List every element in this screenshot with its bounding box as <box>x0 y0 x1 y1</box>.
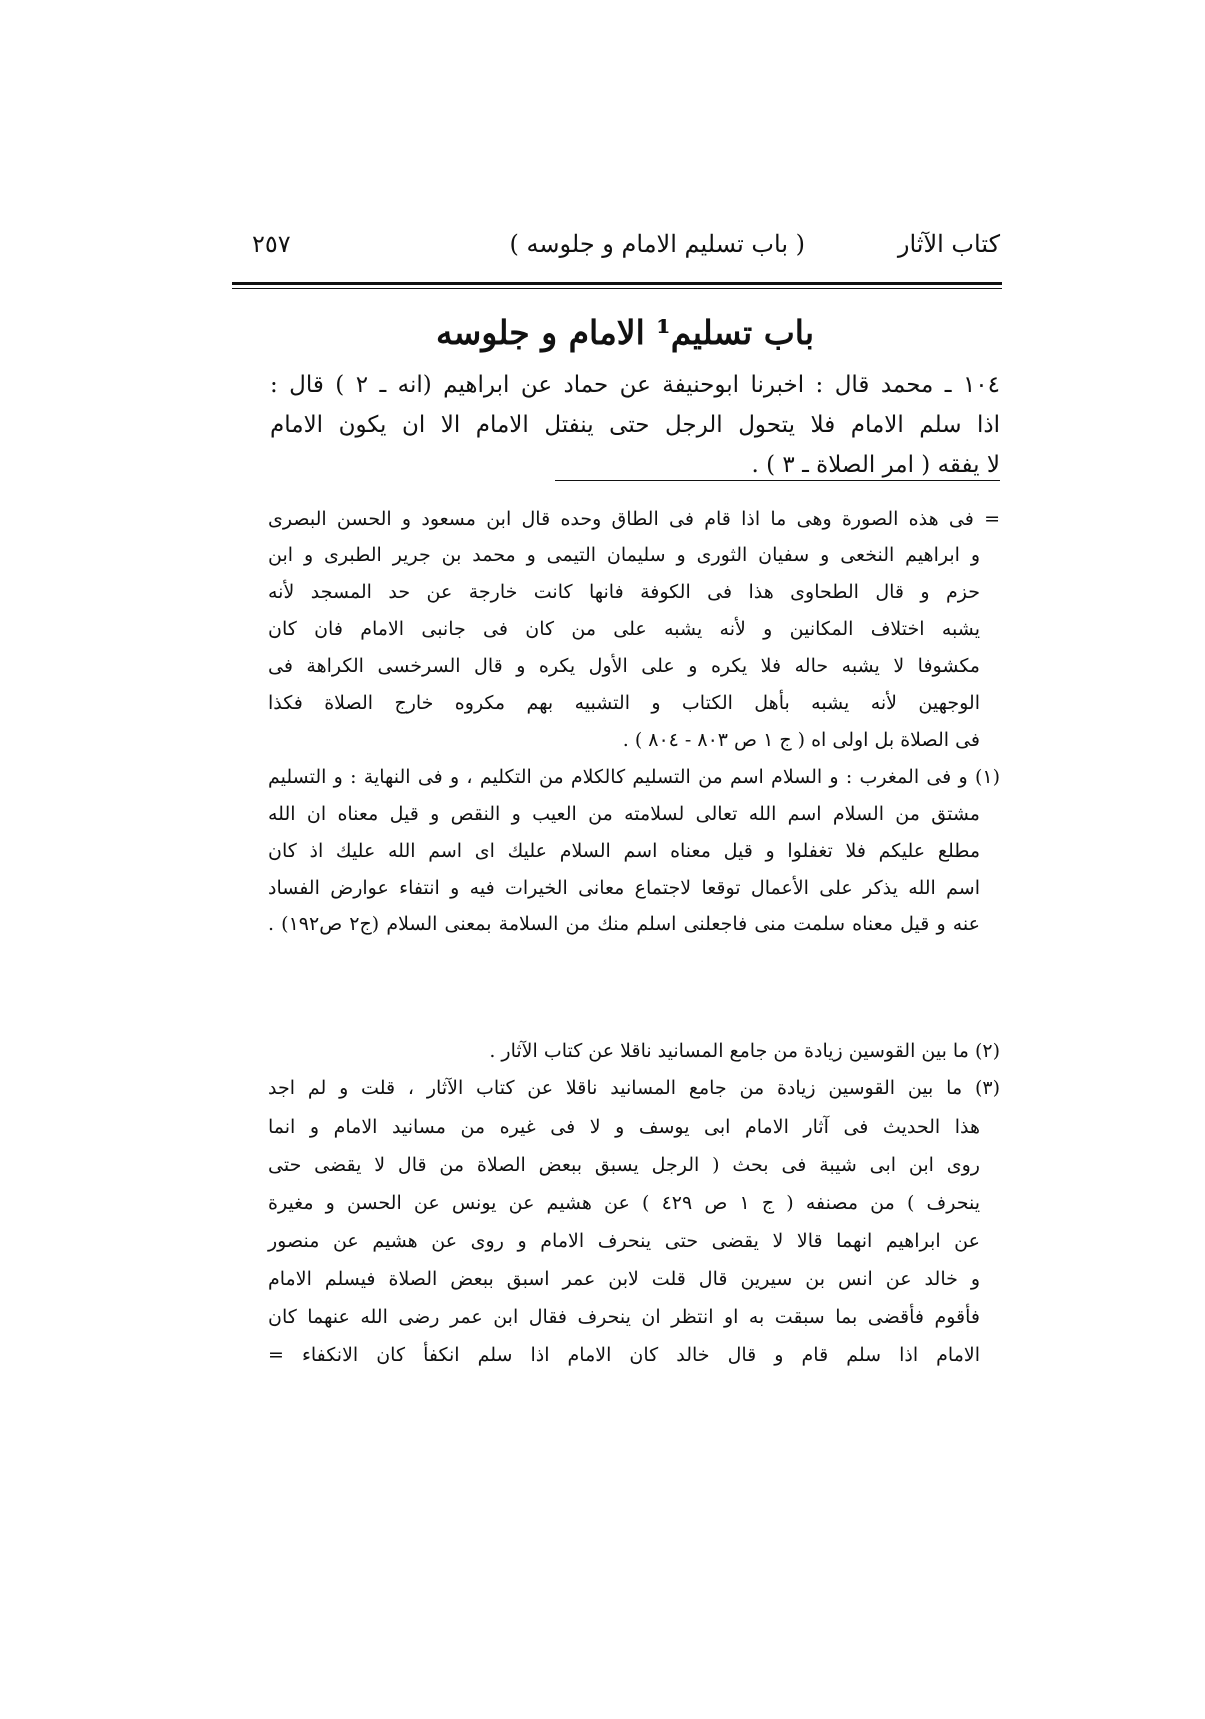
footnote-2-line: (٢) ما بين القوسين زيادة من جامع المسانيد ناقلا عن كتاب الآثار . <box>489 1040 1000 1062</box>
footnote-1-line: مطلع عليكم فلا تغفلوا و قيل معناه اسم السلام عليك اى اسم الله عليك اذ كان <box>268 840 980 862</box>
footnote-3-line: روى ابن ابى شيبة فى بحث ( الرجل يسبق ببعض الصلاة من قال لا يقضى حتى <box>268 1154 980 1176</box>
footnote-3-line: و خالد عن انس بن سيرين قال قلت لابن عمر اسبق ببعض الصلاة فيسلم الامام <box>268 1268 980 1290</box>
footnote-line: مكشوفا لا يشبه حاله فلا يكره و على الأول يكره و قال السرخسى الكراهة فى <box>268 655 980 677</box>
footnote-line: يشبه اختلاف المكانين و لأنه يشبه على من كان فى جانبى الامام فان كان <box>268 618 980 640</box>
footnote-1-line: (١) و فى المغرب : و السلام اسم من التسليم كالكلام من التكليم ، و فى النهاية : و التسليم <box>268 766 1000 788</box>
footnote-line: فى الصلاة بل اولى اه ( ج ١ ص ٨٠٣ - ٨٠٤ ) . <box>622 729 980 751</box>
main-text-line: ١٠٤ ـ محمد قال : اخبرنا ابوحنيفة عن حماد عن ابراهيم (انه ـ ٢ ) قال : <box>270 372 1000 398</box>
running-header-book-title: كتاب الآثار <box>897 230 1000 258</box>
footnote-separator <box>555 480 1000 481</box>
main-text-line: لا يفقه ( امر الصلاة ـ ٣ ) . <box>751 452 1000 478</box>
footnote-1-line: عنه و قيل معناه سلمت منى فاجعلنى اسلم منك من السلامة بمعنى السلام (ج٢ ص١٩٢) . <box>268 913 980 935</box>
chapter-heading: باب تسليم¹ الامام و جلوسه <box>435 313 814 352</box>
footnote-1-line: اسم الله يذكر على الأعمال توقعا لاجتماع معانى الخيرات فيه و انتفاء عوارض الفساد <box>268 877 980 899</box>
running-header-chapter: ( باب تسليم الامام و جلوسه ) <box>509 230 805 258</box>
main-text-line: اذا سلم الامام فلا يتحول الرجل حتى ينفتل الامام الا ان يكون الامام <box>270 412 1000 438</box>
footnote-3-line: هذا الحديث فى آثار الامام ابى يوسف و لا فى غيره من مسانيد الامام و انما <box>268 1116 980 1138</box>
footnote-line: حزم و قال الطحاوى هذا فى الكوفة فانها كانت خارجة عن حد المسجد لأنه <box>268 581 980 603</box>
footnote-line: و ابراهيم النخعى و سفيان الثورى و سليمان التيمى و محمد بن جرير الطبرى و ابن <box>268 544 980 566</box>
page-number: ٢٥٧ <box>252 230 291 258</box>
footnote-3-line: ينحرف ) من مصنفه ( ج ١ ص ٤٢٩ ) عن هشيم عن يونس عن الحسن و مغيرة <box>268 1192 980 1214</box>
footnote-3-line: عن ابراهيم انهما قالا لا يقضى حتى ينحرف الامام و روى عن هشيم عن منصور <box>268 1230 980 1252</box>
header-rule-thick <box>232 282 1002 285</box>
footnote-3-line: فأقوم فأقضى بما سبقت به او انتظر ان ينحرف فقال ابن عمر رضى الله عنهما كان <box>268 1306 980 1328</box>
footnote-line: الوجهين لأنه يشبه بأهل الكتاب و التشبيه بهم مكروه خارج الصلاة فكذا <box>268 692 980 714</box>
footnote-3-line: (٣) ما بين القوسين زيادة من جامع المسانيد ناقلا عن كتاب الآثار ، قلت و لم اجد <box>268 1077 1000 1099</box>
footnote-3-line: الامام اذا سلم قام و قال خالد كان الامام اذا سلم انكفأ كان الانكفاء = <box>268 1344 980 1366</box>
footnote-1-line: مشتق من السلام اسم الله تعالى لسلامته من العيب و النقص و قيل معناه ان الله <box>268 803 980 825</box>
footnote-line: = فى هذه الصورة وهى ما اذا قام فى الطاق وحده قال ابن مسعود و الحسن البصرى <box>268 508 1000 530</box>
header-rule-thin <box>232 288 1002 289</box>
